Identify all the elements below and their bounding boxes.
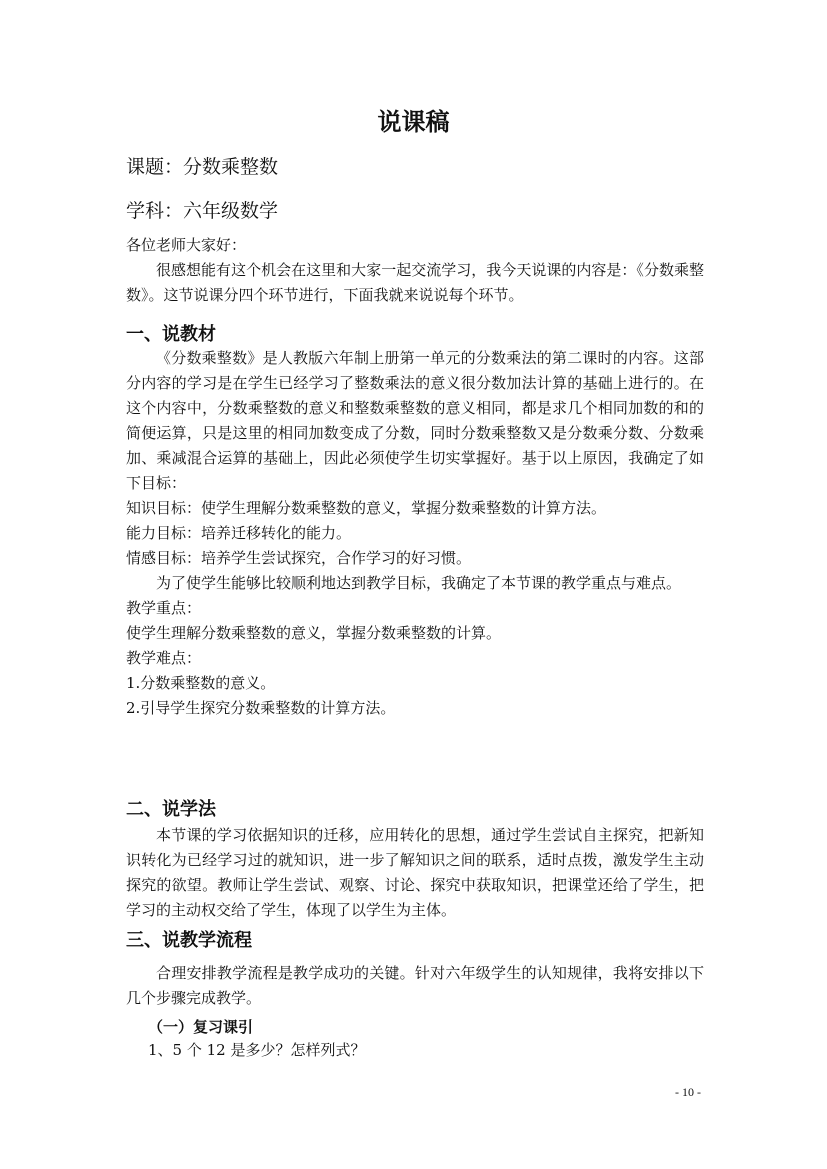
section1-paragraph: 《分数乘整数》是人教版六年制上册第一单元的分数乘法的第二课时的内容。这部分内容的学习是在学生已经学习了整数乘法的意义很分数加法计算的基础上进行的。在这个内容中，分数乘整数的意义和整数乘整数的意义相同，都是求几个相同加数的和的简便运算，只是这里的相同加数变成了分数，同时分数乘整数又是分数乘分数、分数乘加、乘减混合运算的基础上，因此必须使学生切实掌握好。基于以上原因，我确定了如下目标：: [126, 349, 704, 492]
difficulty-2: 2.引导学生探究分数乘整数的计算方法。: [126, 699, 396, 717]
key-label: 教学重点：: [126, 599, 202, 617]
page-number: - 10 -: [675, 1085, 701, 1099]
intro-paragraph: 很感想能有这个机会在这里和大家一起交流学习，我今天说课的内容是：《分数乘整数》。这节说课分四个环节进行，下面我就来说说每个环节。: [126, 261, 704, 304]
difficulty-1: 1.分数乘整数的意义。: [126, 674, 276, 692]
section2-paragraph: 本节课的学习依据知识的迁移，应用转化的思想，通过学生尝试自主探究，把新知识转化为已经学习过的就知识，进一步了解知识之间的联系，适时点拨，激发学生主动探究的欲望。教师让学生尝试、观察、讨论、探究中获取知识，把课堂还给了学生，把学习的主动权交给了学生，体现了以学生为主体。: [126, 826, 704, 919]
section3-block: [126, 961, 704, 1011]
goal-emotion: 情感目标：培养学生尝试探究，合作学习的好习惯。: [126, 549, 472, 567]
section1-heading: 一、说教材: [126, 324, 216, 345]
focus-intro: 为了使学生能够比较顺利地达到教学目标，我确定了本节课的教学重点与难点。: [156, 574, 682, 592]
section3-paragraph: 合理安排教学流程是教学成功的关键。针对六年级学生的认知规律，我将安排以下几个步骤完成教学。: [126, 964, 704, 1007]
section2-block: [126, 823, 704, 923]
review-question-1: 1、5 个 12 是多少？怎样列式？: [148, 1041, 366, 1059]
section3-heading: 三、说教学流程: [126, 930, 252, 951]
topic-line: 课题：分数乘整数: [126, 156, 279, 178]
section1-block: [126, 346, 704, 721]
goal-knowledge: 知识目标：使学生理解分数乘整数的意义，掌握分数乘整数的计算方法。: [126, 499, 607, 517]
greeting: 各位老师大家好：: [126, 236, 247, 254]
difficulty-label: 教学难点：: [126, 649, 202, 667]
subsection-review: （一）复习课引: [148, 1018, 254, 1036]
document-title: 说课稿: [377, 108, 450, 136]
subject-line: 学科：六年级数学: [126, 200, 279, 222]
key-text: 使学生理解分数乘整数的意义，掌握分数乘整数的计算。: [126, 624, 502, 642]
goal-ability: 能力目标：培养迁移转化的能力。: [126, 524, 352, 542]
section2-heading: 二、说学法: [126, 799, 216, 820]
intro-block: [126, 233, 704, 308]
